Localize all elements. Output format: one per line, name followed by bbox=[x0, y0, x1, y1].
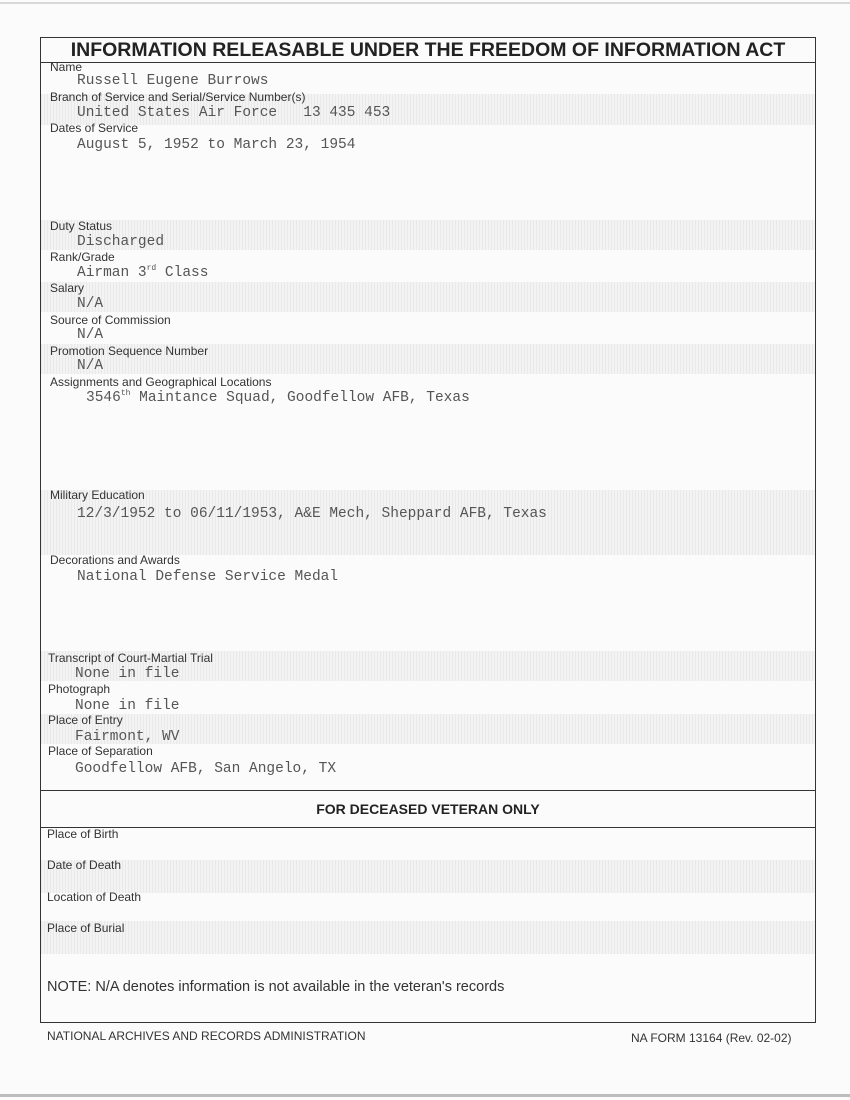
form-title: INFORMATION RELEASABLE UNDER THE FREEDOM OF INFORMATION ACT bbox=[41, 38, 815, 63]
label-photograph: Photograph bbox=[48, 682, 111, 696]
label-court-martial: Transcript of Court-Martial Trial bbox=[48, 651, 213, 665]
label-commission: Source of Commission bbox=[50, 313, 171, 327]
value-branch: United States Air Force 13 435 453 bbox=[77, 105, 391, 121]
value-education: 12/3/1952 to 06/11/1953, A&E Mech, Sheppard AFB, Texas bbox=[77, 506, 547, 522]
label-separation: Place of Separation bbox=[48, 744, 153, 758]
value-salary: N/A bbox=[77, 296, 104, 312]
label-assignments: Assignments and Geographical Locations bbox=[50, 375, 272, 389]
label-rank: Rank/Grade bbox=[50, 250, 115, 264]
label-branch: Branch of Service and Serial/Service Number(s) bbox=[50, 90, 306, 104]
value-duty: Discharged bbox=[77, 234, 165, 250]
footer-form-number: NA FORM 13164 (Rev. 02-02) bbox=[631, 1031, 792, 1045]
deceased-heading: FOR DECEASED VETERAN ONLY bbox=[41, 790, 815, 828]
value-entry: Fairmont, WV bbox=[75, 729, 180, 745]
value-separation: Goodfellow AFB, San Angelo, TX bbox=[75, 761, 337, 777]
shade-burial bbox=[41, 921, 815, 954]
foia-form bbox=[40, 37, 816, 1023]
shade-salary bbox=[41, 282, 815, 312]
value-promotion: N/A bbox=[77, 358, 104, 374]
value-rank: Airman 3rd Class bbox=[77, 264, 209, 281]
label-dates: Dates of Service bbox=[50, 121, 139, 135]
value-decorations: National Defense Service Medal bbox=[77, 569, 339, 585]
footer-agency: NATIONAL ARCHIVES AND RECORDS ADMINISTRATION bbox=[47, 1029, 366, 1043]
label-education: Military Education bbox=[50, 488, 145, 502]
label-promotion: Promotion Sequence Number bbox=[50, 344, 209, 358]
shade-death-date bbox=[41, 860, 815, 893]
label-duty: Duty Status bbox=[50, 219, 113, 233]
scan-edge-bottom bbox=[0, 1094, 850, 1097]
value-name: Russell Eugene Burrows bbox=[77, 73, 269, 89]
label-decorations: Decorations and Awards bbox=[50, 553, 180, 567]
scan-edge-top bbox=[0, 2, 850, 4]
value-photograph: None in file bbox=[75, 698, 180, 714]
value-commission: N/A bbox=[77, 327, 104, 343]
value-court-martial: None in file bbox=[75, 666, 180, 682]
label-date-of-death: Date of Death bbox=[47, 858, 122, 872]
label-place-of-birth: Place of Birth bbox=[47, 827, 119, 841]
value-dates: August 5, 1952 to March 23, 1954 bbox=[77, 137, 356, 153]
label-location-of-death: Location of Death bbox=[47, 890, 142, 904]
note-text: NOTE: N/A denotes information is not available in the veteran's records bbox=[47, 979, 505, 995]
shade-education bbox=[41, 490, 815, 555]
value-assignments: 3546th Maintance Squad, Goodfellow AFB, Texas bbox=[86, 389, 470, 406]
label-name: Name bbox=[50, 60, 83, 74]
label-place-of-burial: Place of Burial bbox=[47, 921, 125, 935]
label-salary: Salary bbox=[50, 281, 85, 295]
label-entry: Place of Entry bbox=[48, 713, 123, 727]
